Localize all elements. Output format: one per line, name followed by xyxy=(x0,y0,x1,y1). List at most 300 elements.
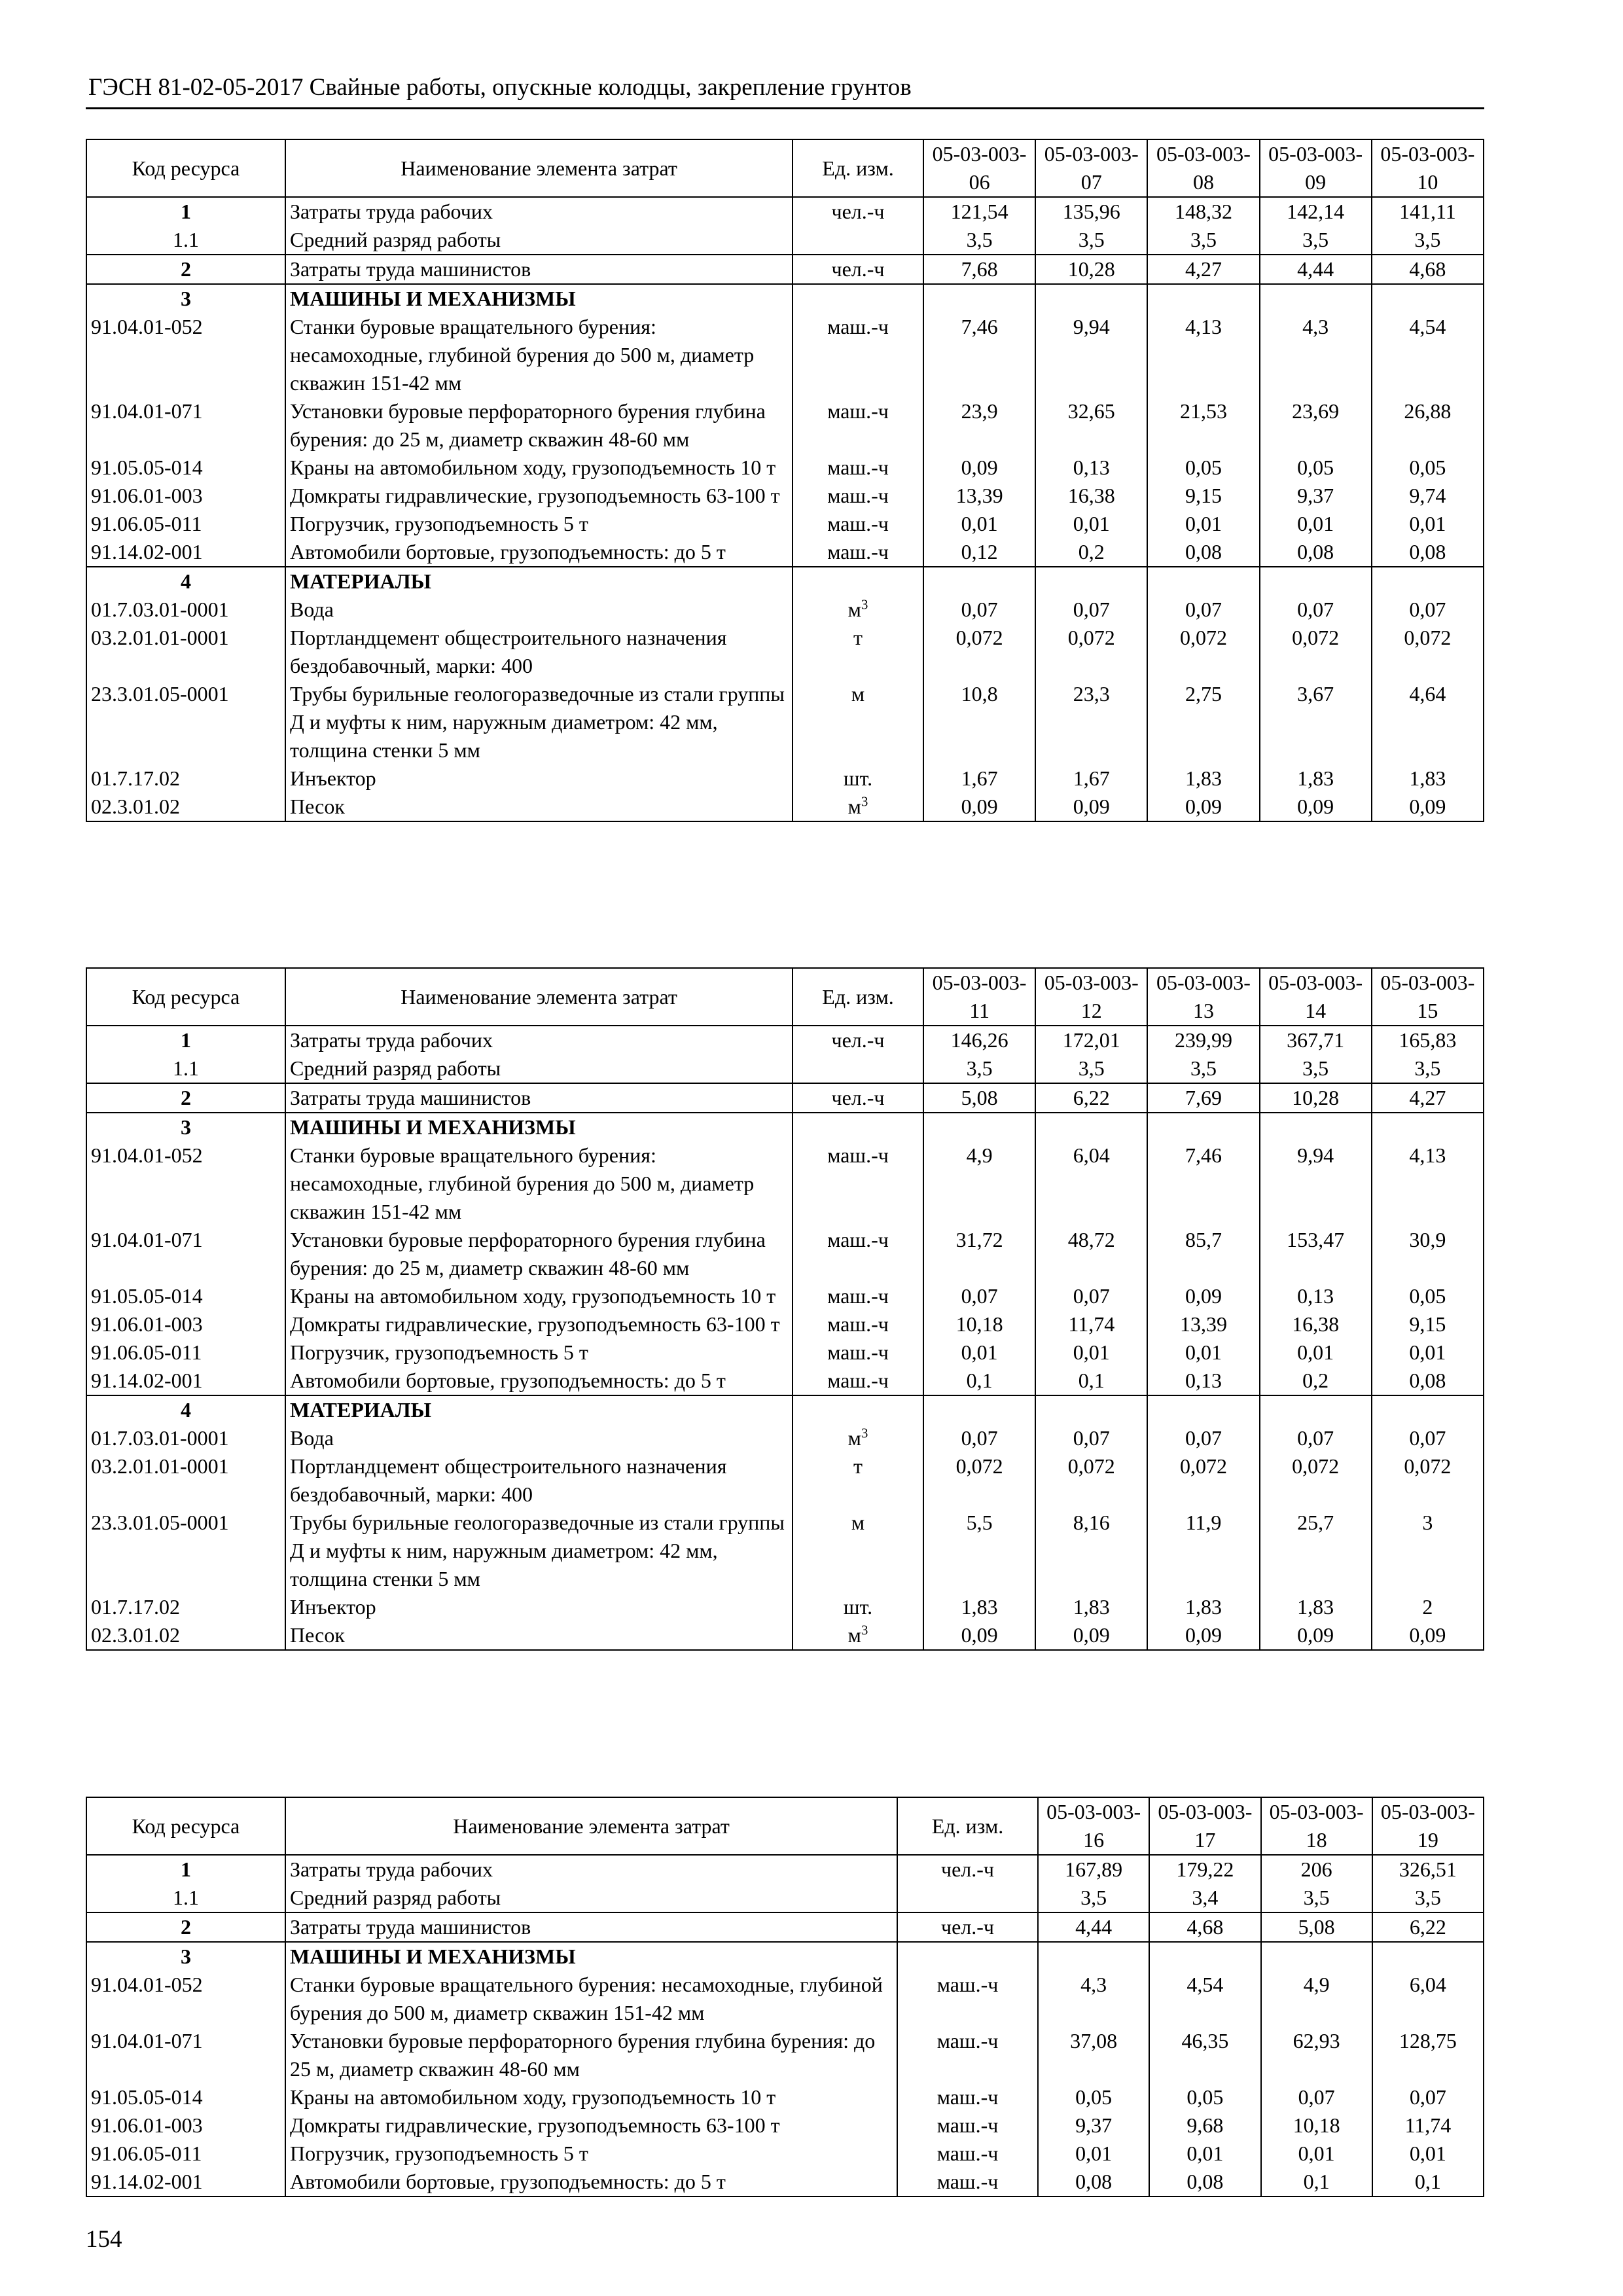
unit-cell: маш.-ч xyxy=(897,2083,1038,2111)
unit-cell: м xyxy=(793,680,923,764)
value-cell: 9,94 xyxy=(1260,1141,1372,1226)
value-cell: 10,18 xyxy=(923,1310,1035,1338)
unit-cell xyxy=(897,1884,1038,1912)
value-cell: 0,09 xyxy=(923,454,1035,482)
table-row xyxy=(86,1054,1484,1083)
value-cell: 0,07 xyxy=(1147,596,1259,624)
value-cell: 5,08 xyxy=(1261,1912,1372,1942)
norm-code-header: 05-03-003-12 xyxy=(1035,968,1147,1026)
resource-name: Станки буровые вращательного бурения: несамоходные, глубиной бурения до 500 м, диаметр скважин 151-42 мм xyxy=(285,313,793,397)
value-cell xyxy=(1372,567,1484,596)
value-cell: 9,15 xyxy=(1147,482,1259,510)
table-row xyxy=(86,454,1484,482)
resource-code: 3 xyxy=(86,284,285,313)
value-cell: 4,54 xyxy=(1149,1971,1260,2027)
value-cell: 48,72 xyxy=(1035,1226,1147,1282)
value-cell: 179,22 xyxy=(1149,1855,1260,1884)
value-cell: 23,69 xyxy=(1260,397,1372,454)
resource-code: 91.04.01-052 xyxy=(86,1971,285,2027)
resource-name: Инъектор xyxy=(285,764,793,793)
value-cell: 3,5 xyxy=(1260,1054,1372,1083)
value-cell: 146,26 xyxy=(923,1026,1035,1054)
value-cell: 0,07 xyxy=(1147,1424,1259,1452)
value-cell: 31,72 xyxy=(923,1226,1035,1282)
table-row xyxy=(86,197,1484,226)
value-cell: 3,5 xyxy=(1147,226,1259,255)
value-cell: 0,072 xyxy=(1035,1452,1147,1509)
value-cell: 9,68 xyxy=(1149,2111,1260,2140)
value-cell: 0,09 xyxy=(1035,1621,1147,1650)
value-cell xyxy=(1260,1113,1372,1141)
value-cell: 0,01 xyxy=(1149,2140,1260,2168)
resource-name: Вода xyxy=(285,1424,793,1452)
unit-cell: маш.-ч xyxy=(897,2111,1038,2140)
resource-name: Домкраты гидравлические, грузоподъемность 63-100 т xyxy=(285,2111,897,2140)
table-row xyxy=(86,1141,1484,1226)
value-cell: 10,28 xyxy=(1035,255,1147,284)
value-cell: 0,13 xyxy=(1147,1367,1259,1395)
unit-cell: маш.-ч xyxy=(793,1226,923,1282)
value-cell: 6,22 xyxy=(1372,1912,1484,1942)
value-cell: 0,072 xyxy=(1372,624,1484,680)
resource-code: 23.3.01.05-0001 xyxy=(86,680,285,764)
unit-cell: шт. xyxy=(793,764,923,793)
header-rule xyxy=(86,107,1484,109)
value-cell: 6,04 xyxy=(1035,1141,1147,1226)
value-cell: 0,07 xyxy=(1260,1424,1372,1452)
value-cell: 4,44 xyxy=(1260,255,1372,284)
resource-name: Затраты труда рабочих xyxy=(285,1855,897,1884)
value-cell: 0,05 xyxy=(1260,454,1372,482)
name-column-header: Наименование элемента затрат xyxy=(285,1797,897,1855)
resource-code: 91.06.05-011 xyxy=(86,1338,285,1367)
value-cell: 0,08 xyxy=(1149,2168,1260,2197)
value-cell: 0,05 xyxy=(1372,454,1484,482)
value-cell: 0,1 xyxy=(1372,2168,1484,2197)
unit-column-header: Ед. изм. xyxy=(897,1797,1038,1855)
value-cell: 0,07 xyxy=(1035,596,1147,624)
resource-code: 91.04.01-071 xyxy=(86,397,285,454)
resource-name: Домкраты гидравлические, грузоподъемность 63-100 т xyxy=(285,1310,793,1338)
resource-code: 91.04.01-071 xyxy=(86,2027,285,2083)
value-cell: 3,5 xyxy=(1035,226,1147,255)
resource-code: 23.3.01.05-0001 xyxy=(86,1509,285,1593)
table-row xyxy=(86,596,1484,624)
value-cell: 0,08 xyxy=(1038,2168,1149,2197)
value-cell: 9,94 xyxy=(1035,313,1147,397)
table-row xyxy=(86,1424,1484,1452)
value-cell: 3,5 xyxy=(1038,1884,1149,1912)
norm-code-header: 05-03-003-08 xyxy=(1147,139,1259,197)
resource-name: Погрузчик, грузоподъемность 5 т xyxy=(285,2140,897,2168)
value-cell xyxy=(1035,284,1147,313)
resource-code: 91.05.05-014 xyxy=(86,2083,285,2111)
unit-cell xyxy=(793,1621,923,1650)
value-cell: 172,01 xyxy=(1035,1026,1147,1054)
norm-code-header: 05-03-003-16 xyxy=(1038,1797,1149,1855)
unit-cell: шт. xyxy=(793,1593,923,1621)
value-cell xyxy=(1035,1113,1147,1141)
value-cell: 0,01 xyxy=(923,510,1035,538)
unit-cell: маш.-ч xyxy=(793,397,923,454)
value-cell: 11,9 xyxy=(1147,1509,1259,1593)
unit-exponent: 3 xyxy=(861,1425,868,1441)
value-cell xyxy=(1260,284,1372,313)
unit-cell: маш.-ч xyxy=(793,313,923,397)
norm-code-header: 05-03-003-17 xyxy=(1149,1797,1260,1855)
value-cell: 2,75 xyxy=(1147,680,1259,764)
value-cell xyxy=(1147,567,1259,596)
value-cell: 0,1 xyxy=(923,1367,1035,1395)
value-cell: 0,07 xyxy=(923,1424,1035,1452)
unit-cell: маш.-ч xyxy=(897,1971,1038,2027)
value-cell xyxy=(1260,567,1372,596)
resource-code: 02.3.01.02 xyxy=(86,793,285,821)
value-cell: 0,07 xyxy=(1372,1424,1484,1452)
value-cell: 0,09 xyxy=(923,793,1035,821)
value-cell: 6,04 xyxy=(1372,1971,1484,2027)
value-cell: 0,072 xyxy=(1147,1452,1259,1509)
resource-table xyxy=(86,967,1484,1651)
value-cell: 0,072 xyxy=(923,1452,1035,1509)
table-row xyxy=(86,1083,1484,1113)
resource-code: 91.04.01-052 xyxy=(86,1141,285,1226)
value-cell xyxy=(923,567,1035,596)
resource-code: 1 xyxy=(86,1026,285,1054)
unit-cell: т xyxy=(793,624,923,680)
value-cell: 0,09 xyxy=(1372,793,1484,821)
value-cell: 3,5 xyxy=(1372,226,1484,255)
value-cell: 7,46 xyxy=(1147,1141,1259,1226)
unit-cell xyxy=(793,226,923,255)
value-cell: 165,83 xyxy=(1372,1026,1484,1054)
norm-code-header: 05-03-003-15 xyxy=(1372,968,1484,1026)
value-cell xyxy=(923,1395,1035,1424)
resource-code: 4 xyxy=(86,567,285,596)
unit-cell: чел.-ч xyxy=(897,1855,1038,1884)
resource-code: 91.14.02-001 xyxy=(86,538,285,567)
resource-code: 91.06.01-003 xyxy=(86,2111,285,2140)
table-row xyxy=(86,2027,1484,2083)
resource-code: 3 xyxy=(86,1942,285,1971)
value-cell: 0,07 xyxy=(1261,2083,1372,2111)
value-cell: 23,3 xyxy=(1035,680,1147,764)
resource-name: МАШИНЫ И МЕХАНИЗМЫ xyxy=(285,1942,897,1971)
table-row xyxy=(86,1621,1484,1650)
value-cell: 0,2 xyxy=(1260,1367,1372,1395)
value-cell: 13,39 xyxy=(923,482,1035,510)
resource-code: 91.04.01-071 xyxy=(86,1226,285,1282)
table-row xyxy=(86,1367,1484,1395)
value-cell: 4,44 xyxy=(1038,1912,1149,1942)
value-cell: 0,13 xyxy=(1035,454,1147,482)
value-cell: 5,08 xyxy=(923,1083,1035,1113)
table-row xyxy=(86,2168,1484,2197)
table-row xyxy=(86,2083,1484,2111)
value-cell: 0,2 xyxy=(1035,538,1147,567)
resource-code: 91.06.05-011 xyxy=(86,2140,285,2168)
table-row xyxy=(86,1942,1484,1971)
unit-column-header: Ед. изм. xyxy=(793,968,923,1026)
norm-code-header: 05-03-003-06 xyxy=(923,139,1035,197)
value-cell: 1,83 xyxy=(1260,764,1372,793)
value-cell: 0,1 xyxy=(1035,1367,1147,1395)
value-cell: 9,15 xyxy=(1372,1310,1484,1338)
value-cell: 3,5 xyxy=(1260,226,1372,255)
table-row xyxy=(86,1912,1484,1942)
resource-code: 03.2.01.01-0001 xyxy=(86,1452,285,1509)
value-cell: 23,9 xyxy=(923,397,1035,454)
resource-name: Затраты труда рабочих xyxy=(285,197,793,226)
unit-cell: маш.-ч xyxy=(793,1282,923,1310)
value-cell xyxy=(1372,1395,1484,1424)
table-row xyxy=(86,2140,1484,2168)
value-cell: 3 xyxy=(1372,1509,1484,1593)
resource-name: Затраты труда рабочих xyxy=(285,1026,793,1054)
norm-code-header: 05-03-003-09 xyxy=(1260,139,1372,197)
value-cell xyxy=(1372,1942,1484,1971)
value-cell xyxy=(1149,1942,1260,1971)
value-cell: 0,07 xyxy=(923,1282,1035,1310)
unit-cell xyxy=(793,1113,923,1141)
value-cell: 0,09 xyxy=(923,1621,1035,1650)
value-cell: 62,93 xyxy=(1261,2027,1372,2083)
table-row xyxy=(86,510,1484,538)
unit-base: м xyxy=(847,1623,861,1647)
unit-cell: маш.-ч xyxy=(793,1367,923,1395)
resource-code: 4 xyxy=(86,1395,285,1424)
value-cell: 16,38 xyxy=(1035,482,1147,510)
resource-name: Вода xyxy=(285,596,793,624)
resource-name: Станки буровые вращательного бурения: несамоходные, глубиной бурения до 500 м, диаметр скважин 151-42 мм xyxy=(285,1141,793,1226)
resource-name: Краны на автомобильном ходу, грузоподъемность 10 т xyxy=(285,1282,793,1310)
value-cell: 4,68 xyxy=(1149,1912,1260,1942)
value-cell: 167,89 xyxy=(1038,1855,1149,1884)
resource-name: Трубы бурильные геологоразведочные из стали группы Д и муфты к ним, наружным диаметром: 42 мм, толщина стенки 5 мм xyxy=(285,1509,793,1593)
value-cell: 25,7 xyxy=(1260,1509,1372,1593)
value-cell: 1,67 xyxy=(923,764,1035,793)
resource-name: Автомобили бортовые, грузоподъемность: до 5 т xyxy=(285,2168,897,2197)
table-row xyxy=(86,397,1484,454)
value-cell: 1,83 xyxy=(1260,1593,1372,1621)
value-cell: 1,83 xyxy=(1372,764,1484,793)
unit-cell xyxy=(793,793,923,821)
value-cell: 0,072 xyxy=(1372,1452,1484,1509)
resource-code: 91.05.05-014 xyxy=(86,1282,285,1310)
value-cell: 0,07 xyxy=(1035,1282,1147,1310)
unit-cell: маш.-ч xyxy=(897,2027,1038,2083)
page-number: 154 xyxy=(86,2226,122,2253)
value-cell: 3,5 xyxy=(1372,1054,1484,1083)
unit-exponent: 3 xyxy=(861,596,868,613)
value-cell: 0,1 xyxy=(1261,2168,1372,2197)
value-cell: 4,3 xyxy=(1260,313,1372,397)
resource-code: 91.14.02-001 xyxy=(86,1367,285,1395)
resource-name: Автомобили бортовые, грузоподъемность: до 5 т xyxy=(285,1367,793,1395)
resource-code: 01.7.03.01-0001 xyxy=(86,1424,285,1452)
resource-code: 91.06.01-003 xyxy=(86,1310,285,1338)
unit-cell: чел.-ч xyxy=(897,1912,1038,1942)
unit-base: м xyxy=(847,598,861,621)
value-cell: 1,83 xyxy=(1035,1593,1147,1621)
table-row xyxy=(86,1026,1484,1054)
resource-code: 91.04.01-052 xyxy=(86,313,285,397)
value-cell: 0,09 xyxy=(1260,1621,1372,1650)
resource-name: МАТЕРИАЛЫ xyxy=(285,1395,793,1424)
unit-cell: маш.-ч xyxy=(793,510,923,538)
table-row xyxy=(86,284,1484,313)
value-cell: 3,5 xyxy=(923,226,1035,255)
resource-name: Установки буровые перфораторного бурения глубина бурения: до 25 м, диаметр скважин 48-60 мм xyxy=(285,1226,793,1282)
resource-name: Средний разряд работы xyxy=(285,1884,897,1912)
unit-cell: маш.-ч xyxy=(793,1141,923,1226)
table-row xyxy=(86,226,1484,255)
value-cell xyxy=(1147,1395,1259,1424)
unit-cell: маш.-ч xyxy=(793,454,923,482)
value-cell xyxy=(923,284,1035,313)
resource-name: Автомобили бортовые, грузоподъемность: до 5 т xyxy=(285,538,793,567)
value-cell: 367,71 xyxy=(1260,1026,1372,1054)
resource-code: 1 xyxy=(86,197,285,226)
value-cell: 0,12 xyxy=(923,538,1035,567)
resource-name: Инъектор xyxy=(285,1593,793,1621)
unit-column-header: Ед. изм. xyxy=(793,139,923,197)
norm-code-header: 05-03-003-07 xyxy=(1035,139,1147,197)
resource-name: Погрузчик, грузоподъемность 5 т xyxy=(285,510,793,538)
value-cell: 0,09 xyxy=(1147,1621,1259,1650)
value-cell: 4,13 xyxy=(1372,1141,1484,1226)
resource-code: 91.05.05-014 xyxy=(86,454,285,482)
value-cell xyxy=(1147,1113,1259,1141)
value-cell xyxy=(1147,284,1259,313)
table-row xyxy=(86,482,1484,510)
value-cell: 30,9 xyxy=(1372,1226,1484,1282)
resource-name: Установки буровые перфораторного бурения глубина бурения: до 25 м, диаметр скважин 48-60 мм xyxy=(285,397,793,454)
value-cell: 37,08 xyxy=(1038,2027,1149,2083)
resource-name: Погрузчик, грузоподъемность 5 т xyxy=(285,1338,793,1367)
table-row xyxy=(86,1310,1484,1338)
unit-cell xyxy=(793,567,923,596)
value-cell: 0,01 xyxy=(1372,510,1484,538)
value-cell: 9,37 xyxy=(1260,482,1372,510)
page-header-title: ГЭСН 81-02-05-2017 Свайные работы, опускные колодцы, закрепление грунтов xyxy=(88,74,912,101)
resource-name: Средний разряд работы xyxy=(285,226,793,255)
value-cell: 3,5 xyxy=(1372,1884,1484,1912)
resource-name: Портландцемент общестроительного назначения бездобавочный, марки: 400 xyxy=(285,1452,793,1509)
value-cell: 0,01 xyxy=(1372,2140,1484,2168)
value-cell: 3,5 xyxy=(1147,1054,1259,1083)
resource-code: 03.2.01.01-0001 xyxy=(86,624,285,680)
unit-cell: м xyxy=(793,1509,923,1593)
value-cell: 153,47 xyxy=(1260,1226,1372,1282)
value-cell: 9,74 xyxy=(1372,482,1484,510)
value-cell xyxy=(1260,1395,1372,1424)
value-cell: 4,9 xyxy=(923,1141,1035,1226)
value-cell xyxy=(1372,284,1484,313)
unit-cell: маш.-ч xyxy=(897,2168,1038,2197)
table-row xyxy=(86,764,1484,793)
value-cell: 10,28 xyxy=(1260,1083,1372,1113)
value-cell: 239,99 xyxy=(1147,1026,1259,1054)
value-cell: 32,65 xyxy=(1035,397,1147,454)
resource-name: Домкраты гидравлические, грузоподъемность 63-100 т xyxy=(285,482,793,510)
table-header-row xyxy=(86,139,1484,197)
resource-name: Затраты труда машинистов xyxy=(285,1912,897,1942)
unit-cell: маш.-ч xyxy=(793,1310,923,1338)
value-cell: 0,01 xyxy=(1035,1338,1147,1367)
value-cell: 0,08 xyxy=(1372,1367,1484,1395)
table-row xyxy=(86,1971,1484,2027)
value-cell: 0,08 xyxy=(1372,538,1484,567)
value-cell: 5,5 xyxy=(923,1509,1035,1593)
value-cell: 10,18 xyxy=(1261,2111,1372,2140)
resource-code: 1.1 xyxy=(86,1884,285,1912)
value-cell: 4,13 xyxy=(1147,313,1259,397)
code-column-header: Код ресурса xyxy=(86,139,285,197)
value-cell: 0,072 xyxy=(1260,624,1372,680)
value-cell: 26,88 xyxy=(1372,397,1484,454)
unit-base: м xyxy=(847,795,861,818)
value-cell: 0,01 xyxy=(923,1338,1035,1367)
value-cell: 0,09 xyxy=(1035,793,1147,821)
resource-name: Установки буровые перфораторного бурения глубина бурения: до 25 м, диаметр скважин 48-60 мм xyxy=(285,2027,897,2083)
value-cell: 0,09 xyxy=(1147,793,1259,821)
value-cell: 206 xyxy=(1261,1855,1372,1884)
value-cell: 1,67 xyxy=(1035,764,1147,793)
value-cell: 21,53 xyxy=(1147,397,1259,454)
resource-code: 01.7.17.02 xyxy=(86,1593,285,1621)
resource-code: 1.1 xyxy=(86,226,285,255)
value-cell: 0,08 xyxy=(1147,538,1259,567)
table-header-row xyxy=(86,1797,1484,1855)
table-header-row xyxy=(86,968,1484,1026)
table-row xyxy=(86,2111,1484,2140)
value-cell: 6,22 xyxy=(1035,1083,1147,1113)
unit-cell: маш.-ч xyxy=(897,2140,1038,2168)
unit-cell xyxy=(793,1054,923,1083)
resource-code: 2 xyxy=(86,1083,285,1113)
value-cell xyxy=(1035,1395,1147,1424)
name-column-header: Наименование элемента затрат xyxy=(285,139,793,197)
value-cell: 10,8 xyxy=(923,680,1035,764)
resource-code: 91.06.05-011 xyxy=(86,510,285,538)
value-cell: 3,5 xyxy=(1261,1884,1372,1912)
resource-name: Трубы бурильные геологоразведочные из стали группы Д и муфты к ним, наружным диаметром: 42 мм, толщина стенки 5 мм xyxy=(285,680,793,764)
norm-code-header: 05-03-003-11 xyxy=(923,968,1035,1026)
table-row xyxy=(86,793,1484,821)
table-row xyxy=(86,1855,1484,1884)
resource-table xyxy=(86,139,1484,822)
value-cell: 0,08 xyxy=(1260,538,1372,567)
table-row xyxy=(86,1509,1484,1593)
name-column-header: Наименование элемента затрат xyxy=(285,968,793,1026)
resource-name: Краны на автомобильном ходу, грузоподъемность 10 т xyxy=(285,2083,897,2111)
value-cell: 0,01 xyxy=(1260,1338,1372,1367)
table-row xyxy=(86,1338,1484,1367)
value-cell: 0,01 xyxy=(1147,510,1259,538)
value-cell: 1,83 xyxy=(1147,764,1259,793)
value-cell: 4,27 xyxy=(1147,255,1259,284)
resource-code: 1 xyxy=(86,1855,285,1884)
value-cell: 3,67 xyxy=(1260,680,1372,764)
value-cell: 326,51 xyxy=(1372,1855,1484,1884)
resource-code: 1.1 xyxy=(86,1054,285,1083)
unit-cell xyxy=(793,284,923,313)
unit-base: м xyxy=(847,1426,861,1450)
resource-name: МАТЕРИАЛЫ xyxy=(285,567,793,596)
resource-name: Станки буровые вращательного бурения: несамоходные, глубиной бурения до 500 м, диаметр скважин 151-42 мм xyxy=(285,1971,897,2027)
resource-name: Краны на автомобильном ходу, грузоподъемность 10 т xyxy=(285,454,793,482)
